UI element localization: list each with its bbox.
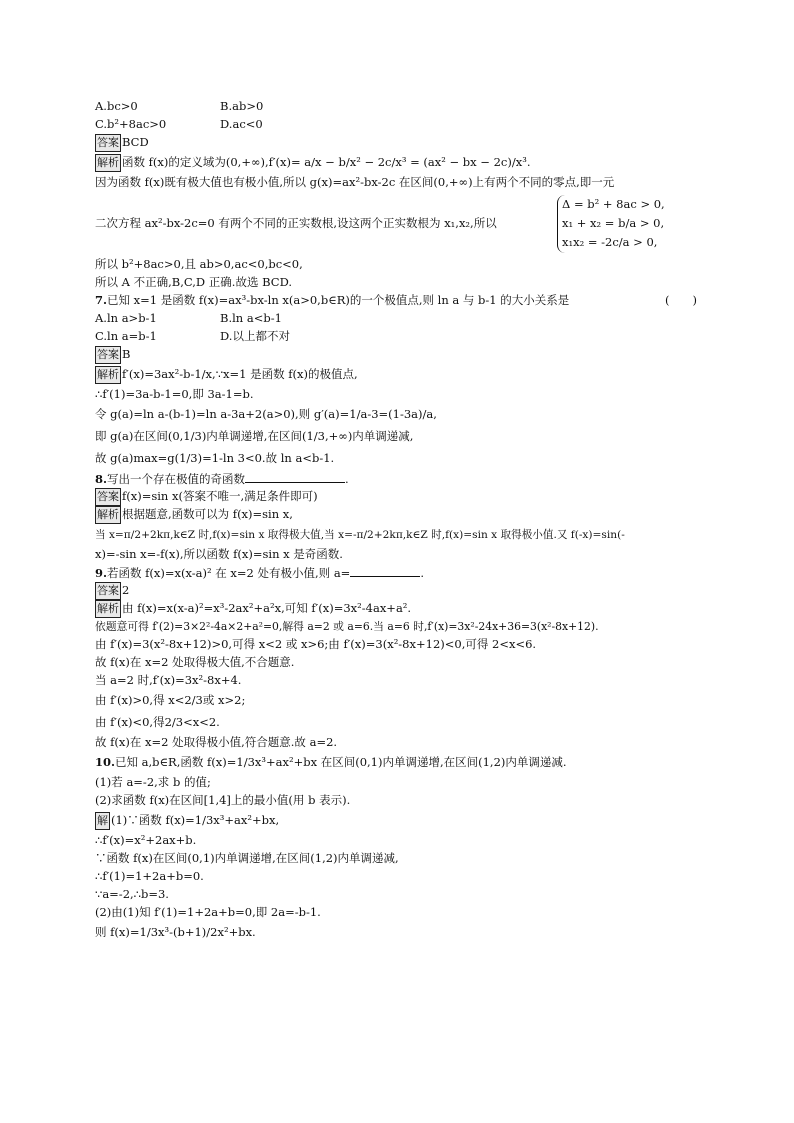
q9-explanation-1 — [95, 599, 705, 617]
q10-part-2-text: (2)求函数 f(x)在区间[1,4]上的最小值(用 b 表示). — [95, 793, 351, 807]
solution-tag: 解 — [95, 812, 110, 830]
q9-explanation-6 — [95, 689, 705, 711]
q7-options-row-2 — [95, 327, 705, 345]
q9-expl-text-4: 故 f(x)在 x=2 处取得极大值,不合题意. — [95, 655, 295, 669]
q9-explanation-2 — [95, 617, 705, 635]
q9-expl-text-3: 由 f′(x)=3(x²-8x+12)>0,可得 x<2 或 x>6;由 f′(x)=3(x²-8x+12)<0,可得 2<x<6. — [95, 637, 537, 651]
q8-expl-text-3: x)=-sin x=-f(x),所以函数 f(x)=sin x 是奇函数. — [95, 547, 343, 561]
q9-expl-text-7: 由 f′(x)<0,得2/3<x<2. — [95, 715, 220, 729]
q7-option-c: C.ln a=b-1 — [95, 329, 157, 343]
q6-expl-text-4: 所以 b²+8ac>0,且 ab>0,ac<0,bc<0, — [95, 257, 303, 271]
q10-sol-text-4: ∴f′(1)=1+2a+b=0. — [95, 869, 204, 883]
q7-stem — [95, 291, 705, 309]
q8-explanation-3 — [95, 545, 705, 563]
q6-option-d: D.ac<0 — [220, 117, 263, 131]
q6-expl-text-1: 函数 f(x)的定义域为(0,+∞),f′(x)= a/x − b/x² − 2c/x³ = (ax² − bx − 2c)/x³. — [122, 155, 531, 169]
q10-sol-text-3: ∵函数 f(x)在区间(0,1)内单调递增,在区间(1,2)内单调递减, — [95, 851, 399, 865]
explanation-tag: 解析 — [95, 506, 121, 524]
q10-solution-2 — [95, 831, 705, 849]
q7-answer — [95, 345, 705, 363]
answer-tag: 答案 — [95, 582, 121, 600]
q6-system-line-3: x₁x₂ = -2c/a > 0, — [562, 235, 658, 249]
q10-solution-3 — [95, 849, 705, 867]
explanation-tag: 解析 — [95, 366, 121, 384]
q9-expl-text-8: 故 f(x)在 x=2 处取得极小值,符合题意.故 a=2. — [95, 735, 338, 749]
q6-option-a: A.bc>0 — [95, 99, 138, 113]
q6-explanation-2 — [95, 173, 705, 191]
q6-explanation-4 — [95, 255, 705, 273]
q7-explanation-3 — [95, 403, 705, 425]
q6-options-row-1 — [95, 97, 705, 115]
q6-answer — [95, 133, 705, 151]
q6-explanation-3 — [95, 191, 705, 255]
q6-equation-system — [557, 195, 665, 253]
q6-explanation-5 — [95, 273, 705, 291]
q7-number: 7. — [95, 293, 108, 307]
q10-solution-7 — [95, 921, 705, 943]
q8-answer-blank[interactable] — [245, 469, 345, 483]
q9-expl-text-2: 依题意可得 f′(2)=3×2²-4a×2+a²=0,解得 a=2 或 a=6.当 a=6 时,f′(x)=3x²-24x+36=3(x²-8x+12). — [95, 620, 599, 633]
q7-option-d: D.以上都不对 — [220, 329, 290, 343]
q6-option-b: B.ab>0 — [220, 99, 264, 113]
q7-explanation-5 — [95, 447, 705, 469]
q9-explanation-4 — [95, 653, 705, 671]
q8-answer-text: f(x)=sin x(答案不唯一,满足条件即可) — [122, 489, 318, 503]
q6-system-line-1: Δ = b² + 8ac > 0, — [562, 197, 665, 211]
q6-system-line-2: x₁ + x₂ = b/a > 0, — [562, 216, 665, 230]
explanation-tag: 解析 — [95, 600, 121, 618]
q9-explanation-5 — [95, 671, 705, 689]
q10-solution-6 — [95, 903, 705, 921]
q9-expl-text-1: 由 f(x)=x(x-a)²=x³-2ax²+a²x,可知 f′(x)=3x²-4ax+a². — [122, 601, 412, 615]
q7-explanation-2 — [95, 385, 705, 403]
q10-solution-4 — [95, 867, 705, 885]
q9-explanation-7 — [95, 711, 705, 733]
q7-options-row-1 — [95, 309, 705, 327]
answer-tag: 答案 — [95, 134, 121, 152]
q7-expl-text-1: f′(x)=3ax²-b-1/x,∵x=1 是函数 f(x)的极值点, — [122, 367, 358, 381]
q7-explanation-1 — [95, 363, 705, 385]
q6-expl-text-5: 所以 A 不正确,B,C,D 正确.故选 BCD. — [95, 275, 293, 289]
q10-sol-text-1: (1)∵函数 f(x)=1/3x³+ax²+bx, — [111, 813, 280, 827]
q8-stem-end: . — [345, 472, 349, 486]
q8-expl-text-1: 根据题意,函数可以为 f(x)=sin x, — [122, 507, 293, 521]
q10-sol-text-7: 则 f(x)=1/3x³-(b+1)/2x²+bx. — [95, 925, 256, 939]
q10-solution-1 — [95, 809, 705, 831]
q6-expl-text-2: 因为函数 f(x)既有极大值也有极小值,所以 g(x)=ax²-bx-2c 在区间(0,+∞)上有两个不同的零点,即一元 — [95, 175, 615, 189]
q8-explanation-2 — [95, 523, 705, 545]
answer-tag: 答案 — [95, 488, 121, 506]
q6-option-c: C.b²+8ac>0 — [95, 117, 167, 131]
q7-expl-text-3: 令 g(a)=ln a-(b-1)=ln a-3a+2(a>0),则 g′(a)=1/a-3=(1-3a)/a, — [95, 407, 437, 421]
q10-solution-5 — [95, 885, 705, 903]
q7-expl-text-5: 故 g(a)max=g(1/3)=1-ln 3<0.故 ln a<b-1. — [95, 451, 335, 465]
q8-answer — [95, 487, 705, 505]
q9-explanation-8 — [95, 733, 705, 751]
q7-answer-text: B — [122, 347, 131, 361]
q10-part-2 — [95, 791, 705, 809]
q9-answer-text: 2 — [122, 583, 130, 597]
q8-number: 8. — [95, 472, 108, 486]
q6-explanation-1 — [95, 151, 705, 173]
q9-expl-text-5: 当 a=2 时,f′(x)=3x²-8x+4. — [95, 673, 242, 687]
q9-expl-text-6: 由 f′(x)>0,得 x<2/3或 x>2; — [95, 693, 246, 707]
q6-expl-text-3: 二次方程 ax²-bx-2c=0 有两个不同的正实数根,设这两个正实数根为 x₁,x₂,所以 — [95, 216, 497, 230]
q10-sol-text-2: ∴f′(x)=x²+2ax+b. — [95, 833, 197, 847]
q10-part-1 — [95, 773, 705, 791]
answer-tag: 答案 — [95, 346, 121, 364]
q7-expl-text-4: 即 g(a)在区间(0,1/3)内单调递增,在区间(1/3,+∞)内单调递减, — [95, 429, 414, 443]
q7-expl-text-2: ∴f′(1)=3a-b-1=0,即 3a-1=b. — [95, 387, 254, 401]
q9-explanation-3 — [95, 635, 705, 653]
q10-stem — [95, 751, 705, 773]
q9-stem-text: 若函数 f(x)=x(x-a)² 在 x=2 处有极小值,则 a= — [107, 566, 351, 580]
q8-expl-text-2: 当 x=π/2+2kπ,k∈Z 时,f(x)=sin x 取得极大值,当 x=-π/2+2kπ,k∈Z 时,f(x)=sin x 取得极小值.又 f(-x)=sin(- — [95, 529, 625, 541]
q10-stem-text: 已知 a,b∈R,函数 f(x)=1/3x³+ax²+bx 在区间(0,1)内单调递增,在区间(1,2)内单调递减. — [115, 755, 567, 769]
q6-answer-text: BCD — [122, 135, 149, 149]
q9-stem-end: . — [420, 566, 424, 580]
q10-part-1-text: (1)若 a=-2,求 b 的值; — [95, 775, 211, 789]
q10-sol-text-5: ∵a=-2,∴b=3. — [95, 887, 169, 901]
q9-answer-blank[interactable] — [350, 563, 420, 577]
q9-number: 9. — [95, 566, 108, 580]
q9-answer — [95, 581, 705, 599]
q7-answer-paren: ( ) — [665, 293, 697, 307]
q7-explanation-4 — [95, 425, 705, 447]
explanation-tag: 解析 — [95, 154, 121, 172]
q8-stem-text: 写出一个存在极值的奇函数 — [107, 472, 246, 486]
q8-stem — [95, 469, 705, 487]
q7-option-a: A.ln a>b-1 — [95, 311, 157, 325]
q10-sol-text-6: (2)由(1)知 f′(1)=1+2a+b=0,即 2a=-b-1. — [95, 905, 321, 919]
q6-options-row-2 — [95, 115, 705, 133]
q7-option-b: B.ln a<b-1 — [220, 311, 282, 325]
q7-stem-text: 已知 x=1 是函数 f(x)=ax³-bx-ln x(a>0,b∈R)的一个极值点,则 ln a 与 b-1 的大小关系是 — [107, 293, 570, 307]
q10-number: 10. — [95, 755, 116, 769]
document-page — [95, 97, 705, 943]
q9-stem — [95, 563, 705, 581]
q8-explanation-1 — [95, 505, 705, 523]
